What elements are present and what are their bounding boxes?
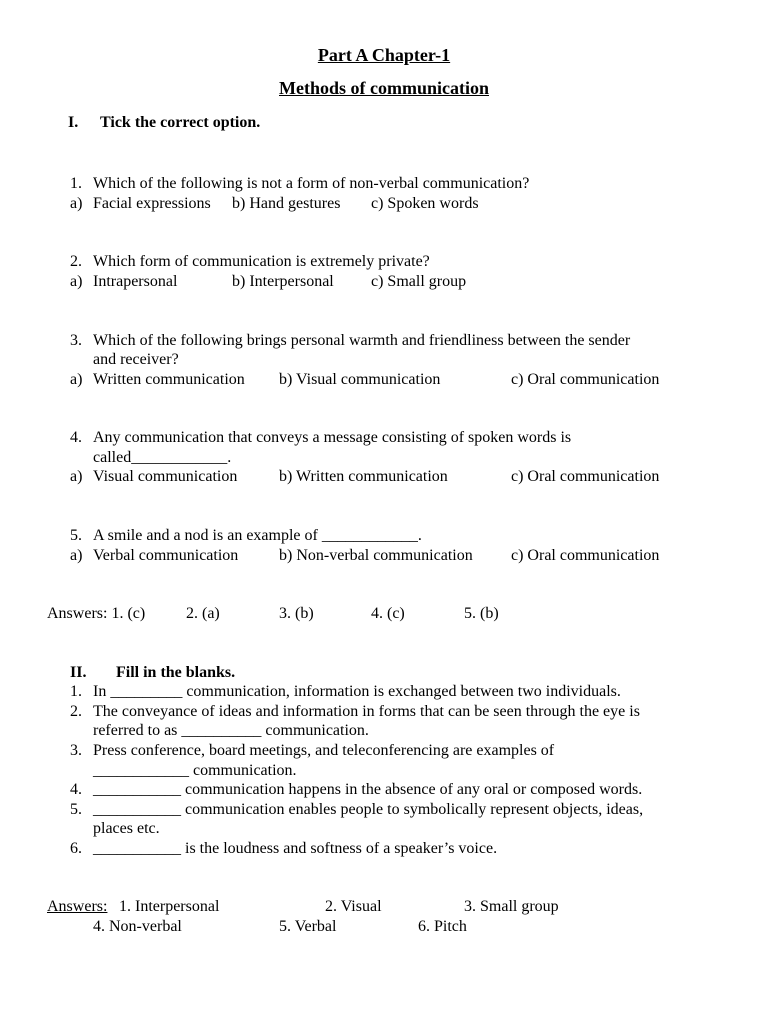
answers-label: Answers: 1. (c) (47, 605, 146, 622)
option-a: Facial expressions (93, 195, 211, 212)
section-2-heading (70, 663, 235, 682)
question-text: Which of the following brings personal warmth and friendliness between the sender (93, 332, 631, 349)
question-text-continued: called____________. (93, 449, 232, 466)
answer-item: 4. Non-verbal (93, 918, 182, 935)
question-text: Any communication that conveys a message consisting of spoken words is (93, 429, 572, 446)
item-number: 4. (70, 781, 82, 798)
item-number: 1. (70, 683, 82, 700)
question-text: Which form of communication is extremely private? (93, 253, 430, 270)
answer-item: 5. Verbal (279, 918, 337, 935)
option-b: b) Hand gestures (232, 195, 341, 212)
page-title: Part A Chapter-1 (317, 45, 451, 65)
item-text-continued: ____________ communication. (93, 762, 297, 779)
option-letter: a) (70, 547, 83, 564)
option-c: c) Small group (371, 273, 467, 290)
option-b: b) Written communication (279, 468, 448, 485)
option-letter: a) (70, 371, 83, 388)
item-text: ___________ communication enables people to symbolically represent objects, ideas, (93, 801, 644, 818)
item-text-continued: referred to as __________ communication. (93, 722, 369, 739)
question-text-continued: and receiver? (93, 351, 179, 368)
answer-item: 3. (b) (279, 605, 314, 622)
section-1-heading (68, 113, 260, 132)
option-c: c) Spoken words (371, 195, 479, 212)
question-number: 2. (70, 253, 82, 270)
question-number: 1. (70, 175, 82, 192)
option-b: b) Visual communication (279, 371, 441, 388)
answer-item: 4. (c) (371, 605, 405, 622)
option-a: Verbal communication (93, 547, 239, 564)
item-text: The conveyance of ideas and information in forms that can be seen through the eye is (93, 703, 640, 720)
item-text: ___________ communication happens in the absence of any oral or composed words. (93, 781, 643, 798)
item-number: 2. (70, 703, 82, 720)
option-b: b) Non-verbal communication (279, 547, 473, 564)
answers-label: Answers: (47, 898, 108, 915)
question-number: 3. (70, 332, 82, 349)
question-text: A smile and a nod is an example of ____________. (93, 527, 422, 544)
item-number: 5. (70, 801, 82, 818)
page-subtitle: Methods of communication (279, 78, 489, 98)
option-letter: a) (70, 273, 83, 290)
option-letter: a) (70, 468, 83, 485)
answer-item: 5. (b) (464, 605, 499, 622)
option-letter: a) (70, 195, 83, 212)
option-a: Written communication (93, 371, 245, 388)
answer-item: 2. Visual (325, 898, 382, 915)
question-number: 4. (70, 429, 82, 446)
item-text-continued: places etc. (93, 820, 160, 837)
item-text: Press conference, board meetings, and teleconferencing are examples of (93, 742, 555, 759)
question-text: Which of the following is not a form of non-verbal communication? (93, 175, 530, 192)
section-1-number: I. (68, 114, 79, 131)
question-number: 5. (70, 527, 82, 544)
answer-item: 2. (a) (186, 605, 220, 622)
option-c: c) Oral communication (511, 468, 660, 485)
item-number: 6. (70, 840, 82, 857)
option-c: c) Oral communication (511, 371, 660, 388)
section-2-number: II. (70, 664, 87, 681)
item-text: In _________ communication, information is exchanged between two individuals. (93, 683, 621, 700)
section-1-title: Tick the correct option. (100, 114, 261, 131)
option-c: c) Oral communication (511, 547, 660, 564)
answer-item: 3. Small group (464, 898, 559, 915)
section-2-title: Fill in the blanks. (116, 664, 236, 681)
option-b: b) Interpersonal (232, 273, 334, 290)
option-a: Intrapersonal (93, 273, 178, 290)
item-text: ___________ is the loudness and softness of a speaker’s voice. (93, 840, 498, 857)
answer-item: 6. Pitch (418, 918, 467, 935)
answer-item: 1. Interpersonal (119, 898, 220, 915)
item-number: 3. (70, 742, 82, 759)
option-a: Visual communication (93, 468, 238, 485)
